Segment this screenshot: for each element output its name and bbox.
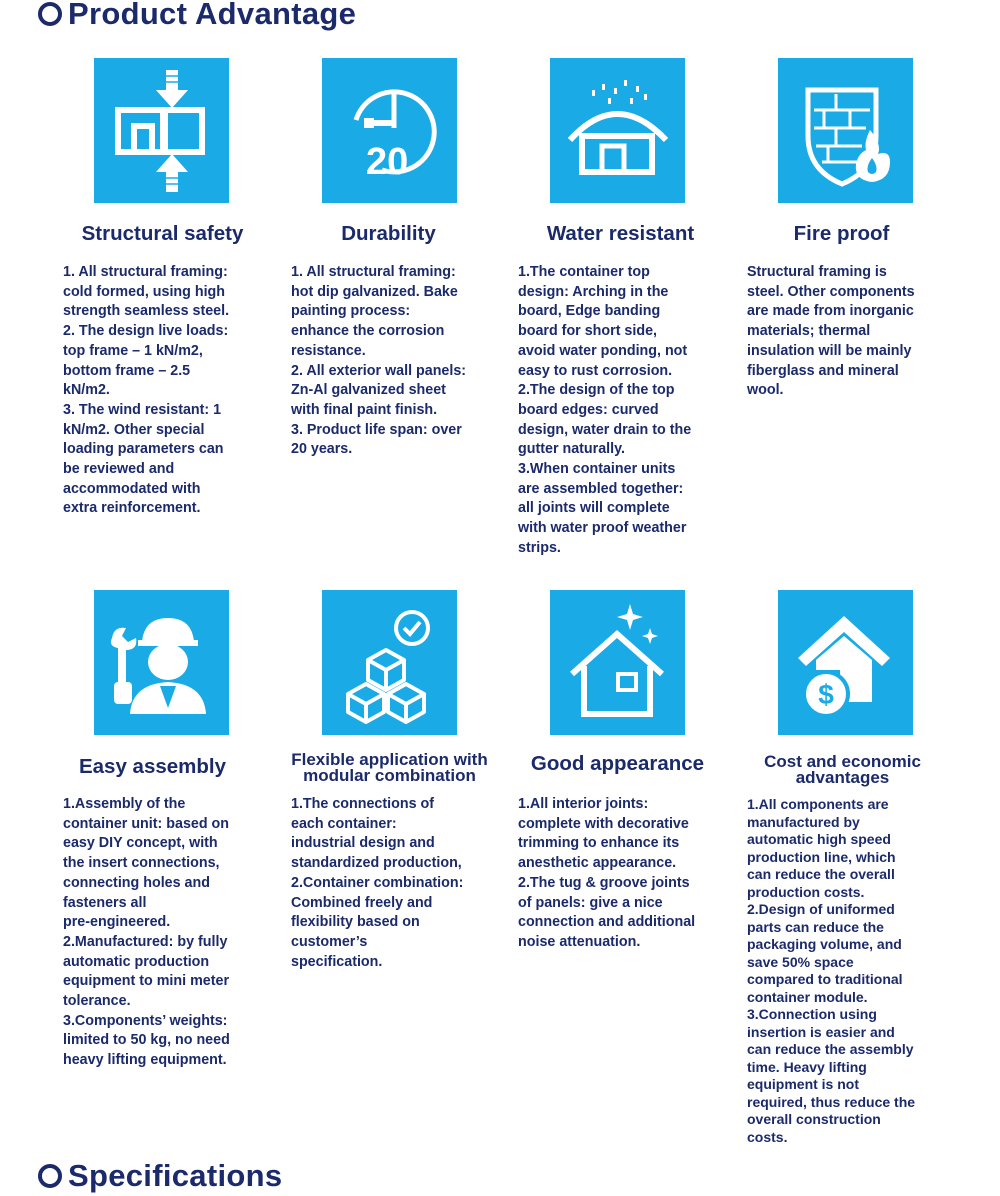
modular-cubes-icon [322,590,457,735]
card-body-good-appearance: 1.All interior joints: complete with decorative trimming to enhance its anesthetic appearance. 2.The tug & groove joints of panels: give a nice connection and additional noise attenuation. [518,796,696,950]
worker-wrench-icon [94,590,229,735]
card-title-cost-advantages: Cost and economic advantages [764,752,921,787]
card-body-flexible-application: 1.The connections of each container: industrial design and standardized production, 2.Container combination: Combined freely and flexibility based on customer’s specification. [291,796,464,970]
dollar-house-icon [778,590,913,735]
card-title-structural-safety: Structural safety [81,222,244,245]
circle-bullet-icon [38,1164,62,1188]
card-title-fire-proof: Fire proof [793,222,890,245]
card-body-easy-assembly: 1.Assembly of the container unit: based on easy DIY concept, with the insert connections, connecting holes and fasteners all pre-engineered. 2.Manufactured: by fully automatic production equipment to mini meter tolerance. 3.Components’ weights: limited to 50 kg, no need heavy lifting equipment. [63,796,230,1069]
section-heading-text: Specifications [68,1158,283,1193]
card-title-durability: Durability [341,222,436,245]
durability-number: 20 [366,141,409,183]
card-body-fire-proof: Structural framing is steel. Other components are made from inorganic materials; thermal insulation will be mainly fiberglass and mineral wool. [747,264,915,399]
card-title-easy-assembly: Easy assembly [78,755,227,778]
card-title-water-resistant: Water resistant [546,222,695,245]
card-body-water-resistant: 1.The container top design: Arching in the board, Edge banding board for short side, avoid water ponding, not easy to rust corrosion. 2.The design of the top board edges: curved design, water drain to the gutter naturally. 3.When container units are assembled together: all joints will complete with water proof weather strips. [518,264,692,556]
card-title-flexible-application: Flexible application with modular combination [291,750,488,785]
card-body-cost-advantages: 1.All components are manufactured by automatic high speed production line, which can reduce the overall production costs. 2.Design of uniformed parts can reduce the packaging volume, and save 50% space compared to traditional container module. 3.Connection using insertion is easier and can reduce the assembly time. Heavy lifting equipment is not required, thus reduce the overall construction costs. [747,796,916,1145]
svg-text:$: $ [818,679,834,710]
card-body-structural-safety: 1. All structural framing: cold formed, using high strength seamless steel. 2. The design live loads: top frame – 1 kN/m2, bottom frame – 2.5 kN/m2. 3. The wind resistant: 1 kN/m2. Other special loading parameters can be reviewed and accommodated with extra reinforcement. [63,264,230,517]
structural-frame-icon [94,58,229,203]
rain-house-icon [550,58,685,203]
fire-shield-icon [778,58,913,203]
section-heading-product-advantage [38,0,356,34]
card-body-durability: 1. All structural framing: hot dip galvanized. Bake painting process: enhance the corrosion resistance. 2. All exterior wall panels: Zn-Al galvanized sheet with final paint finish. 3. Product life span: over 20 years. [291,264,467,458]
circle-bullet-icon [38,2,62,26]
section-heading-text: Product Advantage [68,0,357,31]
section-heading-specifications [38,1156,282,1196]
durability-clock-icon [322,58,457,203]
sparkle-house-icon [550,590,685,735]
card-title-good-appearance: Good appearance [530,752,705,775]
